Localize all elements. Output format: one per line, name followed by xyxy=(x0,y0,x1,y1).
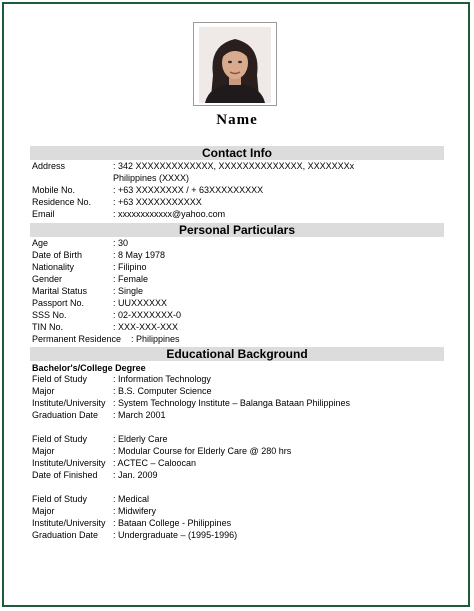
degree-subheading: Bachelor's/College Degree xyxy=(32,363,146,373)
row-value: : 8 May 1978 xyxy=(113,250,166,260)
row-value: : 30 xyxy=(113,238,129,248)
row-label: Institute/University xyxy=(32,518,106,528)
row-value: : Medical xyxy=(113,494,150,504)
row-label: TIN No. xyxy=(32,322,64,332)
row-label: Gender xyxy=(32,274,63,284)
row-value: : XXX-XXX-XXX xyxy=(113,322,179,332)
row-label: Major xyxy=(32,506,55,516)
educational-background-heading: Educational Background xyxy=(30,347,444,361)
row-label: Major xyxy=(32,446,55,456)
row-label: Field of Study xyxy=(32,374,88,384)
row-value: : ACTEC – Caloocan xyxy=(113,458,197,468)
row-label: Age xyxy=(32,238,49,248)
row-label: Graduation Date xyxy=(32,530,99,540)
row-value: Philippines (XXXX) xyxy=(113,173,190,183)
contact-info-heading: Contact Info xyxy=(30,146,444,160)
row-label: Passport No. xyxy=(32,298,85,308)
row-value: : Information Technology xyxy=(113,374,211,384)
row-label: Field of Study xyxy=(32,494,88,504)
row-value: : Midwifery xyxy=(113,506,157,516)
row-value: : 342 XXXXXXXXXXXXX, XXXXXXXXXXXXXX, XXXXXXXx xyxy=(113,161,355,171)
row-value: : March 2001 xyxy=(113,410,166,420)
row-value: : Elderly Care xyxy=(113,434,168,444)
row-value: : +63 XXXXXXXX / + 63XXXXXXXXX xyxy=(113,185,264,195)
row-value: : +63 XXXXXXXXXXX xyxy=(113,197,202,207)
row-value: : B.S. Computer Science xyxy=(113,386,212,396)
row-value: : xxxxxxxxxxxx@yahoo.com xyxy=(113,209,226,219)
candidate-name: Name xyxy=(216,112,258,128)
row-value: : Bataan College - Philippines xyxy=(113,518,232,528)
row-label: SSS No. xyxy=(32,310,67,320)
row-value: : Undergraduate – (1995-1996) xyxy=(113,530,238,540)
row-value: : Filipino xyxy=(113,262,147,272)
row-label: Institute/University xyxy=(32,458,106,468)
row-value: : System Technology Institute – Balanga Bataan Philippines xyxy=(113,398,350,408)
row-label: Nationality xyxy=(32,262,75,272)
profile-photo xyxy=(199,27,271,103)
row-label: Major xyxy=(32,386,55,396)
row-value: : Female xyxy=(113,274,149,284)
row-label: Permanent Residence xyxy=(32,334,122,344)
row-label: Email xyxy=(32,209,55,219)
row-label: Date of Birth xyxy=(32,250,83,260)
row-label: Graduation Date xyxy=(32,410,99,420)
row-value: : UUXXXXXX xyxy=(113,298,168,308)
row-label: Residence No. xyxy=(32,197,92,207)
row-value: : 02-XXXXXXX-0 xyxy=(113,310,182,320)
row-value: : Single xyxy=(113,286,144,296)
row-value: : Philippines xyxy=(131,334,180,344)
row-label: Field of Study xyxy=(32,434,88,444)
row-label: Address xyxy=(32,161,66,171)
row-value: : Jan. 2009 xyxy=(113,470,158,480)
row-value: : Modular Course for Elderly Care @ 280 hrs xyxy=(113,446,292,456)
profile-photo-frame xyxy=(193,22,277,106)
row-label: Institute/University xyxy=(32,398,106,408)
row-label: Marital Status xyxy=(32,286,88,296)
row-label: Date of Finished xyxy=(32,470,98,480)
row-label: Mobile No. xyxy=(32,185,76,195)
personal-particulars-heading: Personal Particulars xyxy=(30,223,444,237)
